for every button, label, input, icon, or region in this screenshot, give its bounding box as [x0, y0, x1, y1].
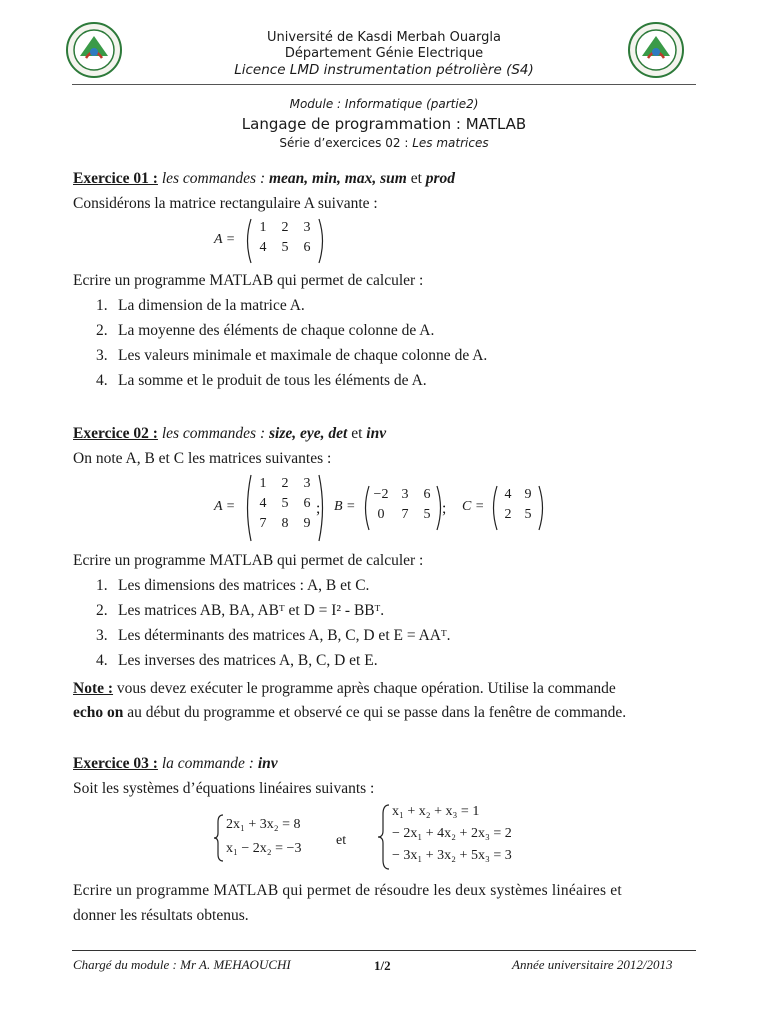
ex1-cmd-last: prod	[425, 170, 456, 187]
matrix-separator: ;	[316, 500, 321, 517]
ex1-intro: Considérons la matrice rectangulaire A suivante :	[73, 195, 378, 212]
ex2-heading	[73, 424, 386, 444]
matrix-c-label: C =	[462, 499, 485, 514]
note-text-2: au début du programme et observé ce qui se passe dans la fenêtre de commande.	[123, 704, 627, 721]
header-rule	[72, 84, 696, 85]
matrix-cell: 4	[259, 496, 267, 511]
matrix-b-label: B =	[334, 499, 356, 514]
ex2-cmd-and: et	[351, 425, 363, 442]
list-text: Les dimensions des matrices : A, B et C.	[118, 577, 370, 594]
ex1-cmd-and: et	[410, 170, 422, 187]
list-num: 3.	[96, 347, 108, 364]
ex1-title: Exercice 01 :	[73, 170, 158, 187]
matrix-cell: 9	[524, 487, 532, 502]
matrix-c-cells	[498, 487, 538, 523]
ex3-prompt-line2: donner les résultats obtenus.	[73, 907, 249, 924]
matrix-a-label: A =	[214, 499, 236, 514]
matrix-cell: 7	[401, 507, 409, 522]
list-num: 1.	[96, 297, 108, 314]
matrix-cell: 1	[259, 476, 267, 491]
matrix-cell: 6	[303, 496, 311, 511]
ex2-matrix-a	[214, 474, 324, 542]
matrix-cell: 1	[259, 220, 267, 235]
system1-eq2: x₁ − 2x₂ = −3	[226, 841, 302, 856]
ex2-cmd-list: size, eye, det	[269, 425, 348, 442]
note-command: echo on	[73, 704, 124, 721]
list-text: Les inverses des matrices A, B, C, D et E.	[118, 652, 378, 669]
list-text: La dimension de la matrice A.	[118, 297, 305, 314]
series-line	[0, 135, 768, 151]
licence-name: Licence LMD instrumentation pétrolière (S4)	[234, 62, 534, 78]
ex3-cmd-last: inv	[257, 755, 278, 772]
ex2-cmd-last: inv	[366, 425, 387, 442]
ex2-note-line1	[73, 679, 695, 699]
list-text: Les déterminants des matrices A, B, C, D et E = AAᵀ.	[118, 627, 451, 644]
department-name: Département Génie Electrique	[284, 46, 484, 61]
ex1-prompt: Ecrire un programme MATLAB qui permet de calculer :	[73, 272, 424, 289]
ex3-intro: Soit les systèmes d’équations linéaires suivants :	[73, 780, 375, 797]
matrix-cell: 6	[303, 240, 311, 255]
matrix-cell: 2	[504, 507, 512, 522]
matrix-cell: 2	[281, 476, 289, 491]
ex1-matrix-cells	[252, 220, 318, 256]
list-num: 3.	[96, 627, 108, 644]
module-name: Module : Informatique (partie2)	[289, 97, 479, 111]
list-num: 1.	[96, 577, 108, 594]
system2-eq2: − 2x₁ + 4x₂ + 2x₃ = 2	[392, 826, 512, 841]
page-title: Langage de programmation : MATLAB	[241, 115, 527, 133]
matrix-cell: 3	[303, 476, 311, 491]
note-text-1: vous devez exécuter le programme après chaque opération. Utilise la commande	[113, 680, 616, 697]
system2-eq3: − 3x₁ + 3x₂ + 5x₃ = 3	[392, 848, 512, 863]
matrix-cell: 0	[377, 507, 385, 522]
ex3-prompt-line1: Ecrire un programme MATLAB qui permet de résoudre les deux systèmes linéaires et	[73, 882, 622, 899]
list-text: Les valeurs minimale et maximale de chaque colonne de A.	[118, 347, 488, 364]
left-paren-icon	[244, 474, 252, 542]
left-paren-icon	[490, 485, 498, 531]
ex2-prompt: Ecrire un programme MATLAB qui permet de calculer :	[73, 552, 424, 569]
matrix-cell: 8	[281, 516, 289, 531]
university-name: Université de Kasdi Merbah Ouargla	[267, 30, 501, 45]
list-num: 2.	[96, 322, 108, 339]
ex3-cmd-prefix: la commande :	[161, 755, 254, 772]
ex2-matrix-b	[334, 485, 447, 531]
ex1-matrix-label: A =	[214, 232, 236, 247]
ex2-matrix-c	[462, 485, 542, 531]
ex1-matrix-a	[214, 218, 314, 264]
matrix-a-cells	[252, 476, 321, 532]
ex3-title: Exercice 03 :	[73, 755, 158, 772]
matrix-cell: 2	[281, 220, 289, 235]
matrix-cell: 9	[303, 516, 311, 531]
right-paren-icon	[538, 485, 546, 531]
matrix-cell: 5	[423, 507, 431, 522]
series-prefix: Série d’exercices 02 :	[279, 136, 409, 150]
ex2-intro: On note A, B et C les matrices suivantes :	[73, 450, 332, 467]
list-text: La moyenne des éléments de chaque colonne de A.	[118, 322, 435, 339]
matrix-separator: ;	[442, 500, 447, 517]
ex1-heading	[73, 169, 455, 189]
list-num: 2.	[96, 602, 108, 619]
footer-rule	[72, 950, 696, 951]
system1-eq1: 2x₁ + 3x₂ = 8	[226, 817, 301, 832]
ex2-cmd-prefix: les commandes :	[161, 425, 266, 442]
matrix-b-cells	[368, 487, 438, 523]
series-topic: Les matrices	[412, 136, 489, 150]
matrix-cell: 5	[524, 507, 532, 522]
ex1-cmd-list: mean, min, max, sum	[269, 170, 407, 187]
matrix-cell: 4	[259, 240, 267, 255]
system2-eq1: x₁ + x₂ + x₃ = 1	[392, 804, 480, 819]
matrix-cell: 6	[423, 487, 431, 502]
list-num: 4.	[96, 372, 108, 389]
matrix-cell: 4	[504, 487, 512, 502]
matrix-cell: 3	[401, 487, 409, 502]
ex1-cmd-prefix: les commandes :	[161, 170, 266, 187]
ex2-title: Exercice 02 :	[73, 425, 158, 442]
ex2-note-line2	[73, 703, 626, 723]
left-brace-icon	[378, 804, 390, 870]
list-num: 4.	[96, 652, 108, 669]
matrix-cell: −2	[373, 487, 389, 502]
page-number: 1/2	[374, 958, 391, 973]
matrix-cell: 5	[281, 240, 289, 255]
note-label: Note :	[73, 680, 114, 697]
list-text: Les matrices AB, BA, ABᵀ et D = I² - BBᵀ.	[118, 602, 385, 619]
systems-and: et	[336, 833, 347, 848]
matrix-cell: 5	[281, 496, 289, 511]
list-text: La somme et le produit de tous les éléments de A.	[118, 372, 427, 389]
matrix-cell: 3	[303, 220, 311, 235]
right-paren-icon	[318, 218, 326, 264]
left-brace-icon	[214, 814, 224, 862]
footer-year: Année universitaire 2012/2013	[512, 957, 673, 972]
ex3-heading	[73, 754, 278, 774]
left-paren-icon	[244, 218, 252, 264]
footer-teacher: Chargé du module : Mr A. MEHAOUCHI	[73, 957, 291, 972]
matrix-cell: 7	[259, 516, 267, 531]
